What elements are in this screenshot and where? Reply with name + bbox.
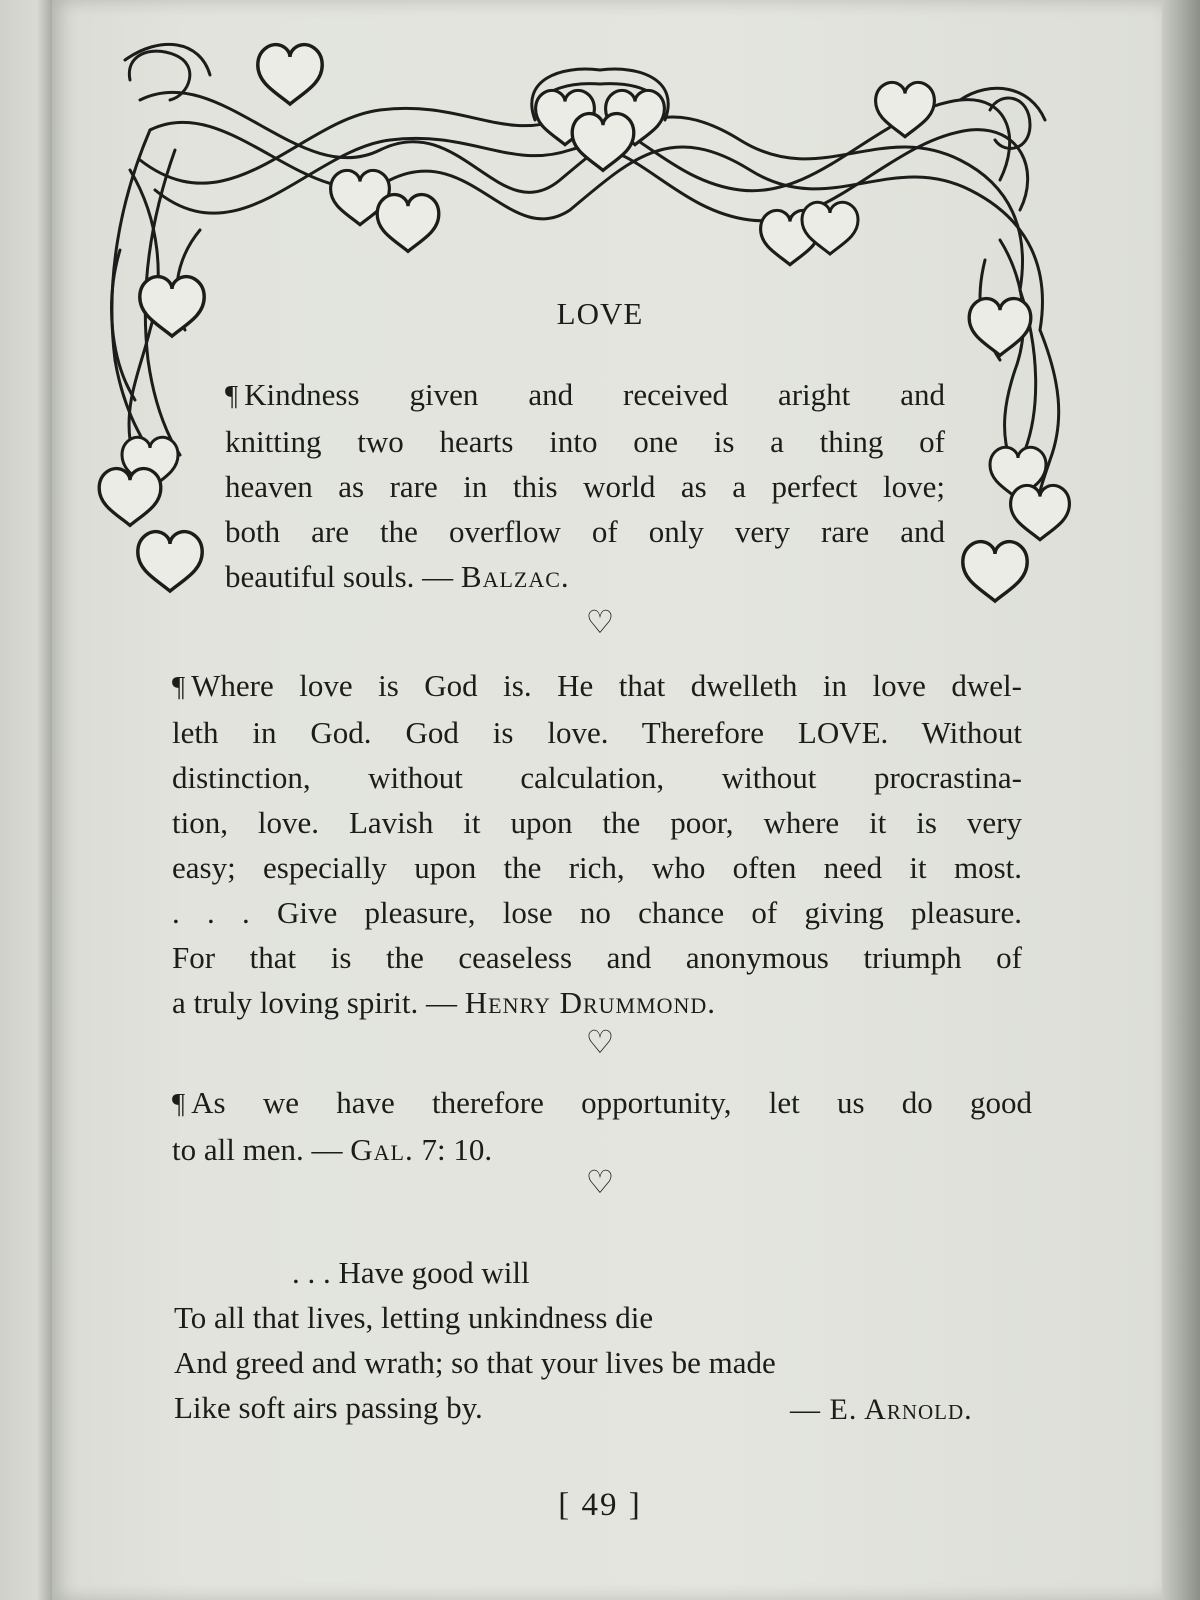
quote-line: leth in God. God is love. Therefore LOVE. Without <box>172 715 1022 750</box>
quote-line: tion, love. Lavish it upon the poor, where it is very <box>172 805 1022 840</box>
heart-divider-icon: ♡ <box>585 1163 615 1201</box>
verse-line: Like soft airs passing by. <box>174 1390 483 1425</box>
page-number: [ 49 ] <box>558 1487 642 1523</box>
quote-line: both are the overflow of only very rare and <box>225 514 945 549</box>
quote-line: ¶ As we have therefore opportunity, let us do good <box>172 1085 1032 1120</box>
pilcrow-icon: ¶ <box>225 380 239 412</box>
verse-line: To all that lives, letting unkindness die <box>174 1300 654 1335</box>
quote-line: For that is the ceaseless and anonymous triumph of <box>172 940 1022 975</box>
pilcrow-icon: ¶ <box>172 1088 186 1120</box>
quote-line: heaven as rare in this world as a perfect love; <box>225 469 945 504</box>
verse-line: . . . Have good will <box>292 1255 530 1290</box>
heart-divider-icon: ♡ <box>585 1023 615 1061</box>
quote-author: Balzac. <box>460 559 570 594</box>
quote-line: beautiful souls. — Balzac. <box>225 559 570 594</box>
quote-line: ¶ Where love is God is. He that dwelleth in love dwel- <box>172 668 1022 703</box>
quote-line: knitting two hearts into one is a thing of <box>225 424 945 459</box>
quote-reference-number: 7: 10. <box>421 1132 493 1167</box>
quote-author: Henry Drummond. <box>464 985 717 1020</box>
quote-drummond <box>172 663 1022 1025</box>
quote-balzac <box>225 372 945 599</box>
quote-line: easy; especially upon the rich, who often need it most. <box>172 850 1022 885</box>
heart-divider-icon: ♡ <box>585 603 615 641</box>
page-title: LOVE <box>556 296 644 331</box>
quote-line: . . . Give pleasure, lose no chance of giving pleasure. <box>172 895 1022 930</box>
verse-arnold <box>174 1250 776 1430</box>
pilcrow-icon: ¶ <box>172 671 186 703</box>
quote-line: to all men. — Gal. 7: 10. <box>172 1132 493 1167</box>
quote-reference: Gal. <box>350 1132 414 1167</box>
quote-line: ¶ Kindness given and received aright and <box>225 377 945 412</box>
verse-author: — E. Arnold. <box>790 1393 973 1426</box>
quote-line: distinction, without calculation, without procrastina- <box>172 760 1022 795</box>
verse-line: And greed and wrath; so that your lives be made <box>174 1345 776 1380</box>
quote-line: a truly loving spirit. — Henry Drummond. <box>172 985 717 1020</box>
quote-galatians <box>172 1080 1032 1172</box>
